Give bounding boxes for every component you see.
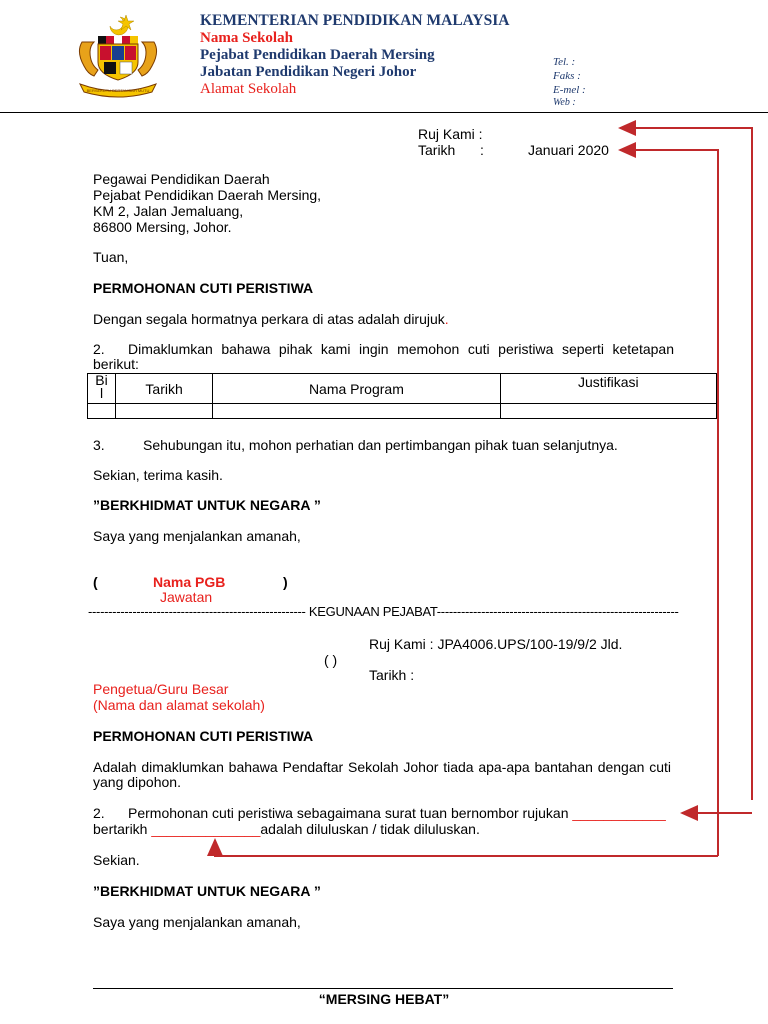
program-table: [87, 373, 717, 419]
arrow-to-ruj-kami: [620, 128, 752, 800]
contact-email: E-mel :: [553, 84, 586, 96]
recipient-line: Pegawai Pendidikan Daerah: [93, 171, 270, 187]
contact-fax: Faks :: [553, 70, 581, 82]
state-department: Jabatan Pendidikan Negeri Johor: [200, 64, 417, 80]
office-signoff: Saya yang menjalankan amanah,: [93, 914, 301, 930]
footer-divider: [93, 988, 673, 989]
motto: ”BERKHIDMAT UNTUK NEGARA ”: [93, 497, 321, 513]
paragraph-1: Dengan segala hormatnya perkara di atas adalah dirujuk.: [93, 311, 449, 327]
signatory-name: Nama PGB: [153, 574, 226, 590]
ref-tarikh-value: Januari 2020: [528, 142, 609, 158]
office-paragraph-2-line1: Permohonan cuti peristiwa sebagaimana surat tuan bernombor rujukan ____________: [128, 805, 666, 821]
table-header-tarikh: Tarikh: [116, 374, 213, 404]
school-name: Nama Sekolah: [200, 30, 293, 46]
district-office: Pejabat Pendidikan Daerah Mersing: [200, 47, 435, 63]
office-paren: ( ): [324, 652, 338, 668]
office-use-divider: ------------------------------------------------------ KEGUNAAN PEJABAT------------------------------------------------------------: [88, 604, 679, 619]
signoff: Saya yang menjalankan amanah,: [93, 528, 301, 544]
coat-of-arms-logo: [76, 12, 160, 98]
subject-heading: PERMOHONAN CUTI PERISTIWA: [93, 280, 314, 296]
table-cell[interactable]: [500, 404, 716, 419]
footer-motto: “MERSING HEBAT”: [318, 991, 450, 1007]
office-paragraph-2-number: 2.: [93, 805, 105, 821]
ref-tarikh-label: Tarikh: [418, 142, 456, 158]
table-cell[interactable]: [213, 404, 500, 419]
contact-web: Web :: [553, 97, 576, 108]
closing: Sekian, terima kasih.: [93, 467, 223, 483]
office-ruj-kami: Ruj Kami : JPA4006.UPS/100-19/9/2 Jld.: [369, 636, 623, 652]
arrow-to-date-blank: [215, 840, 718, 856]
recipient-line: 86800 Mersing, Johor.: [93, 219, 232, 235]
ministry-name: KEMENTERIAN PENDIDIKAN MALAYSIA: [200, 12, 510, 29]
paragraph-3: Sehubungan itu, mohon perhatian dan pertimbangan pihak tuan selanjutnya.: [143, 437, 618, 453]
table-cell[interactable]: [116, 404, 213, 419]
date-blank[interactable]: ______________: [151, 821, 261, 837]
table-header-row: [88, 374, 717, 404]
office-paragraph-1-line2: yang dipohon.: [93, 774, 181, 790]
arrow-to-tarikh: [620, 150, 718, 856]
paragraph-2-number: 2.: [93, 341, 105, 357]
ref-ruj-kami: Ruj Kami :: [418, 126, 483, 142]
paragraph-2-line1: Dimaklumkan bahawa pihak kami ingin memohon cuti peristiwa seperti ketetapan: [128, 341, 674, 357]
office-paragraph-1-line1: Adalah dimaklumkan bahawa Pendaftar Sekolah Johor tiada apa-apa bantahan dengan cuti: [93, 759, 671, 775]
table-cell[interactable]: [88, 404, 116, 419]
recipient-line: Pejabat Pendidikan Daerah Mersing,: [93, 187, 322, 203]
office-paragraph-2-line2: bertarikh ______________adalah diluluskan / tidak diluluskan.: [93, 821, 480, 837]
school-address: Alamat Sekolah: [200, 81, 297, 97]
paragraph-2-line2: berikut:: [93, 356, 139, 372]
salutation: Tuan,: [93, 249, 129, 265]
office-tarikh: Tarikh :: [369, 667, 415, 683]
header-divider: [0, 112, 768, 113]
paragraph-3-number: 3.: [93, 437, 105, 453]
table-row: [88, 404, 717, 419]
signatory-title: Jawatan: [160, 589, 213, 605]
ref-tarikh-colon: :: [480, 142, 484, 158]
office-recipient-line: Pengetua/Guru Besar: [93, 681, 229, 697]
office-motto: ”BERKHIDMAT UNTUK NEGARA ”: [93, 883, 321, 899]
office-recipient-line: (Nama dan alamat sekolah): [93, 697, 265, 713]
office-subject-heading: PERMOHONAN CUTI PERISTIWA: [93, 728, 314, 744]
reference-number-blank[interactable]: ____________: [572, 805, 666, 821]
recipient-line: KM 2, Jalan Jemaluang,: [93, 203, 244, 219]
signatory-open-paren: (: [93, 574, 98, 590]
office-closing: Sekian.: [93, 852, 140, 868]
table-header-nama-program: Nama Program: [213, 374, 500, 404]
table-header-bil: Bi l: [88, 374, 116, 404]
svg-text:BERSEKUTU BERTAMBAH MUTU: BERSEKUTU BERTAMBAH MUTU: [86, 88, 150, 93]
table-header-justifikasi: Justifikasi: [500, 374, 716, 404]
signatory-close-paren: ): [283, 574, 288, 590]
contact-tel: Tel. :: [553, 56, 576, 68]
